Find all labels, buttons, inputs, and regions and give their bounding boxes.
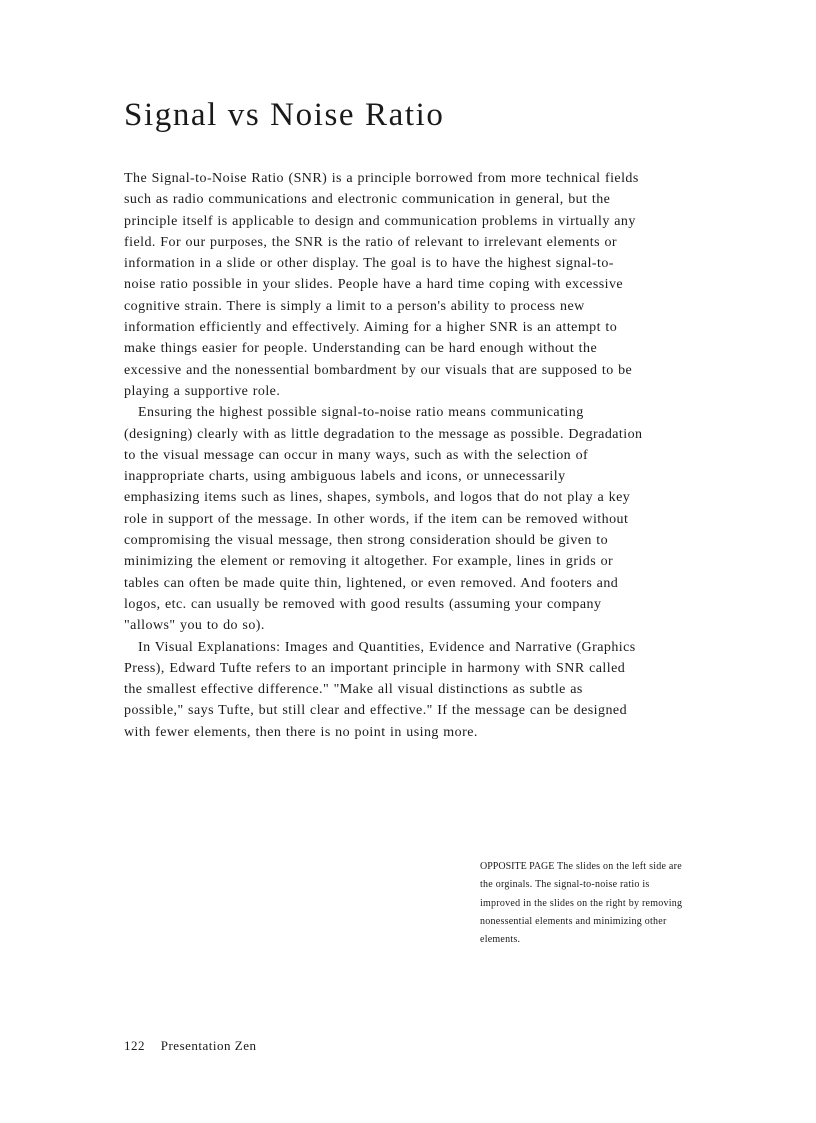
page-title: Signal vs Noise Ratio: [124, 97, 445, 133]
page-footer: [124, 1038, 256, 1054]
body-paragraph: The Signal-to-Noise Ratio (SNR) is a principle borrowed from more technical fields such as radio communications and electronic communication in general, but the principle itself is applicable to design and communication problems in virtually any field. For our purposes, the SNR is the ratio of relevant to irrelevant elements or information in a slide or other display. The goal is to have the highest signal-to-noise ratio possible in your slides. People have a hard time coping with excessive cognitive strain. There is simply a limit to a person's ability to process new information efficiently and effectively. Aiming for a higher SNR is an attempt to make things easier for people. Understanding can be hard enough without the excessive and the nonessential bombardment by our visuals that are supposed to be playing a supportive role.: [124, 171, 639, 399]
book-title: Presentation Zen: [160, 1038, 257, 1053]
caption-text: The slides on the left side are the orginals. The signal-to-noise ratio is improved in the slides on the right by removing nonessential elements and minimizing other elements.: [480, 861, 683, 946]
body-paragraph: In Visual Explanations: Images and Quantities, Evidence and Narrative (Graphics Press), Edward Tufte refers to an important principle in harmony with SNR called the smallest effective difference." "Make all visual distinctions as subtle as possible," says Tufte, but still clear and effective." If the message can be designed with fewer elements, then there is no point in using more.: [124, 639, 636, 740]
body-text: [124, 168, 644, 743]
body-paragraph: Ensuring the highest possible signal-to-noise ratio means communicating (designing) clearly with as little degradation to the message as possible. Degradation to the visual message can occur in many ways, such as with the selection of inappropriate charts, using ambiguous labels and icons, or unnecessarily emphasizing items such as lines, shapes, symbols, and logos that do not play a key role in support of the message. In other words, if the item can be removed without compromising the visual message, then strong consideration should be given to minimizing the element or removing it altogether. For example, lines in grids or tables can often be made quite thin, lightened, or even removed. And footers and logos, etc. can usually be removed with good results (assuming your company "allows" you to do so).: [124, 405, 643, 634]
page-number: 122: [124, 1038, 145, 1053]
figure-caption: [480, 858, 690, 949]
caption-lead: OPPOSITE PAGE: [480, 861, 555, 872]
